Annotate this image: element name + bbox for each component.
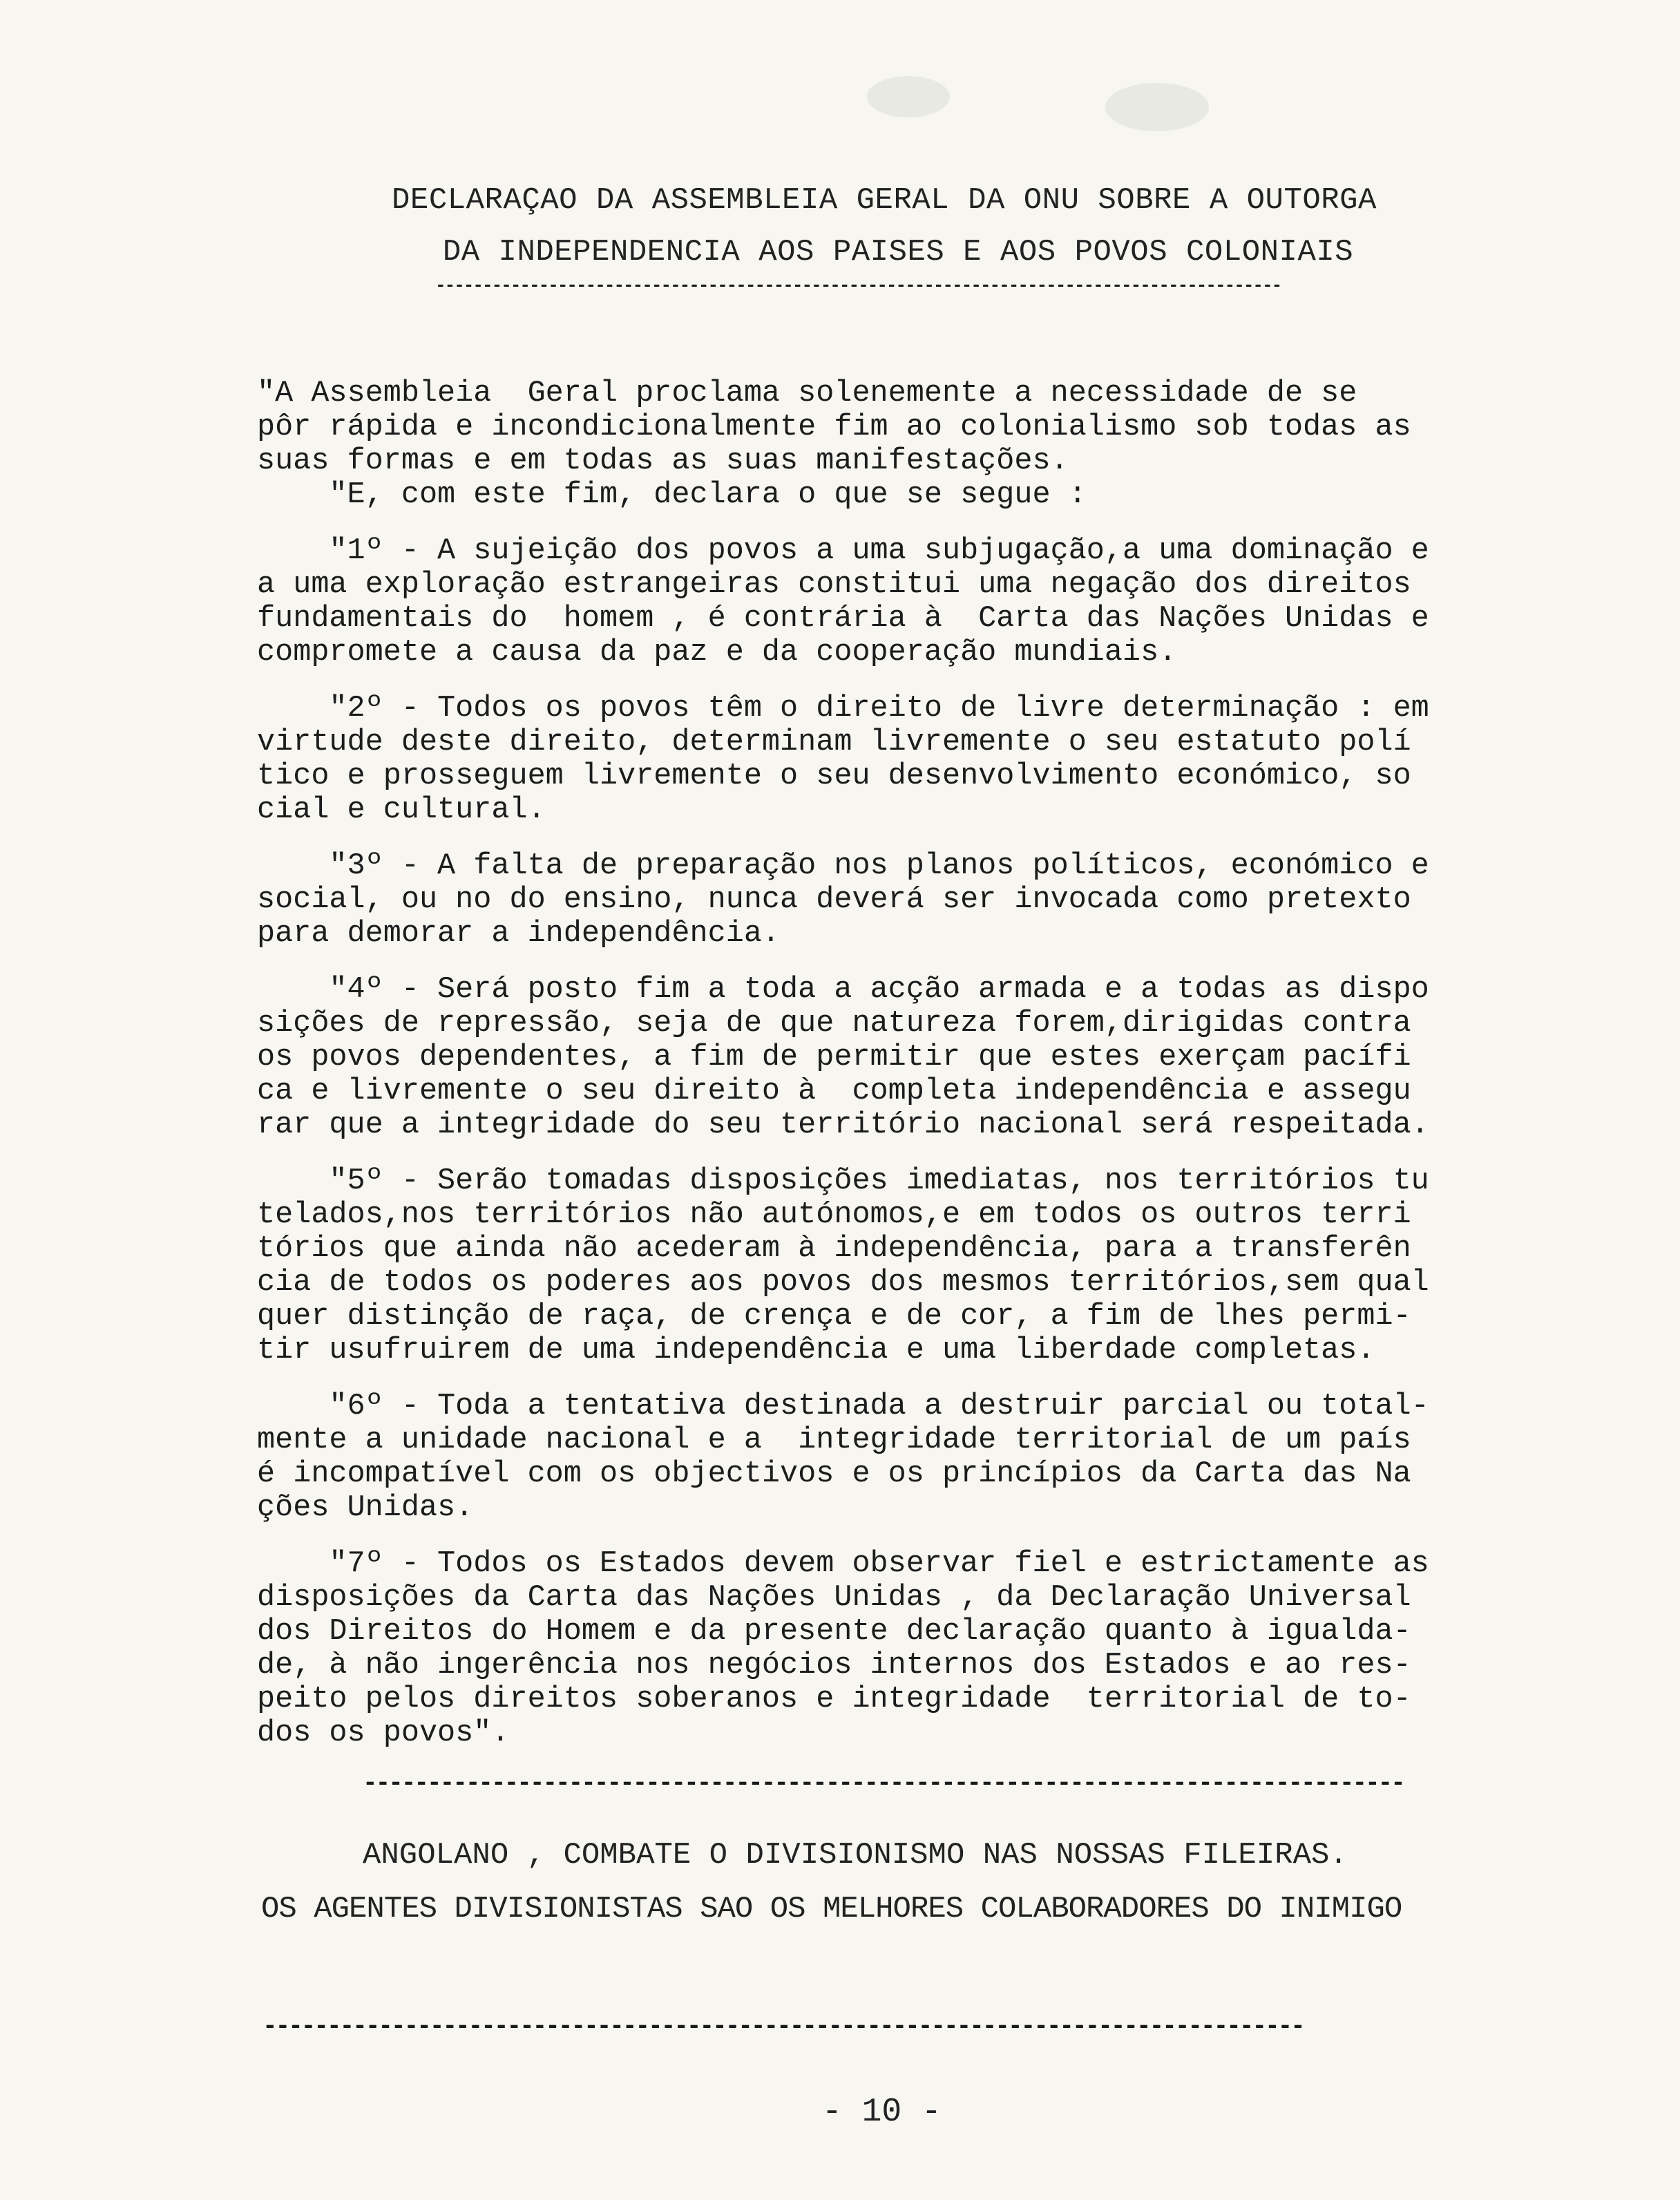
article-1-paragraph: "1º - A sujeição dos povos a uma subjugação,a uma dominação e a uma exploração estrangeiras constitui uma negação dos direitos fundamentais do homem , é contrária à Carta das Nações Unidas e compromete a causa da paz e da cooperação mundiais.	[257, 534, 1429, 670]
intro-paragraph: "A Assembleia Geral proclama solenemente a necessidade de se pôr rápida e incondicionalmente fim ao colonialismo sob todas as suas formas e em todas as suas manifestações. "E, com este fim, declara o que se segue :	[257, 377, 1411, 512]
separator-line: ---------------------------------------------------------------------------------	[363, 1769, 1404, 1797]
page-number: - 10 -	[822, 2094, 942, 2131]
declaration-body	[257, 377, 1625, 1750]
scan-smudge	[1105, 83, 1209, 131]
article-5-paragraph: "5º - Serão tomadas disposições imediatas, nos territórios tu telados,nos territórios não autónomos,e em todos os outros terri tórios que ainda não acederam à independência, para a transferên cia de todos os poderes aos povos dos mesmos territórios,sem qual quer distinção de raça, de crença e de cor, a fim de lhes permi- tir usufruirem de uma independência e uma liberdade completas.	[257, 1164, 1429, 1367]
separator-line-bottom: ---------------------------------------------------------------------------------	[262, 2012, 1304, 2040]
article-4-paragraph: "4º - Será posto fim a toda a acção armada e a todas as dispo sições de repressão, seja de que natureza forem,dirigidas contra os povos dependentes, a fim de permitir que estes exerçam pacífi ca e livremente o seu direito à completa independência e assegu rar que a integridade do seu território nacional será respeitada.	[257, 973, 1429, 1142]
article-7-paragraph: "7º - Todos os Estados devem observar fiel e estrictamente as disposições da Carta das Nações Unidas , da Declaração Universal dos Direitos do Homem e da presente declaração quanto à igualda- de, à não ingerência nos negócios internos dos Estados e ao res- peito pelos direitos soberanos e integridade territorial de to- dos os povos".	[257, 1547, 1429, 1750]
slogan-line2: OS AGENTES DIVISIONISTAS SAO OS MELHORES COLABORADORES DO INIMIGO	[261, 1892, 1402, 1926]
slogan-line1: ANGOLANO , COMBATE O DIVISIONISMO NAS NOSSAS FILEIRAS.	[363, 1838, 1348, 1872]
title-underline: ------------------------------------------------------------------------------------------	[435, 275, 1281, 296]
scan-smudge	[867, 76, 950, 117]
declaration-title-line1: DECLARAÇAO DA ASSEMBLEIA GERAL DA ONU SOBRE A OUTORGA	[392, 183, 1377, 218]
article-6-paragraph: "6º - Toda a tentativa destinada a destruir parcial ou total- mente a unidade nacional e a integridade territorial de um país é incompatível com os objectivos e os princípios da Carta das Na ções Unidas.	[257, 1390, 1429, 1525]
article-2-paragraph: "2º - Todos os povos têm o direito de livre determinação : em virtude deste direito, determinam livremente o seu estatuto polí tico e prosseguem livremente o seu desenvolvimento económico, so cial e cultural.	[257, 692, 1429, 827]
declaration-title-line2: DA INDEPENDENCIA AOS PAISES E AOS POVOS COLONIAIS	[442, 235, 1354, 269]
article-3-paragraph: "3º - A falta de preparação nos planos políticos, económico e social, ou no do ensino, nunca deverá ser invocada como pretexto para demorar a independência.	[257, 849, 1429, 951]
